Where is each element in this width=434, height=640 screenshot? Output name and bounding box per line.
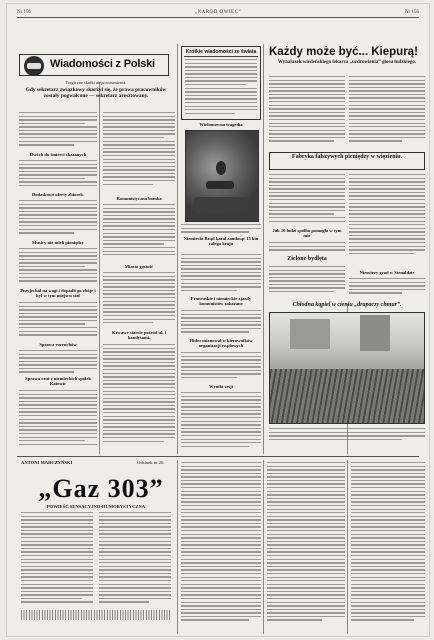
serial-author: ANTONI MARCZYŃSKI — [21, 460, 73, 465]
article-text — [103, 112, 175, 187]
section-heading: Nieostrzy grad w Stenaldzie — [359, 270, 415, 275]
column-4b-body — [349, 174, 425, 299]
column-1-body — [19, 112, 97, 452]
article-text — [349, 174, 425, 256]
column-rule — [347, 460, 348, 634]
article-text — [19, 160, 97, 189]
newspaper-page — [6, 3, 430, 637]
article-text — [269, 76, 345, 144]
section-heading: Jak 10 ludzi spółka pomogła w tym mie — [272, 228, 342, 239]
kiepura-text-left — [269, 76, 345, 150]
lead-story-headline: Gdy sekretarz związkowy skarżył się, że prawa pracowników zostały pogwałcone — sekretarz aresztowany. — [25, 87, 167, 100]
serial-col-4 — [267, 462, 345, 634]
print-border-strip — [21, 610, 171, 620]
section-divider — [17, 456, 419, 457]
article-text — [19, 112, 97, 148]
world-news-box — [181, 46, 261, 120]
article-text — [21, 512, 93, 605]
article-text — [269, 266, 345, 295]
column-3-body — [181, 224, 261, 454]
article-text — [19, 350, 97, 375]
column-rule — [263, 44, 264, 454]
column-rule — [177, 44, 178, 454]
lead-story-kicker: Tragiczne skutki nieporozumienia. — [65, 80, 127, 85]
serial-col-1 — [21, 512, 93, 608]
photo-caption: Wielomowna tragedia — [199, 122, 243, 127]
section-heading: Wyniki sesji — [209, 384, 233, 389]
article-text — [103, 204, 175, 258]
counterfeit-box — [269, 152, 425, 170]
section-heading: Zielone bydlęta — [287, 256, 327, 262]
beach-photo — [269, 312, 425, 424]
article-text — [19, 248, 97, 284]
article-text — [19, 200, 97, 236]
kiepura-headline: Każdy może być... Kiepurą! — [269, 46, 418, 58]
section-heading: Sprawa rzut z niemieckich spółek Katowic — [25, 376, 91, 387]
section-heading: Przyjechał na wagi i dopadli go zbóje i był w tym miejscu stał — [20, 288, 96, 299]
counterfeit-headline: Fabryka fałszywych pieniędzy w więzieniu. — [291, 154, 403, 160]
section-heading: Sprawa rozruchów — [39, 342, 77, 347]
running-header — [17, 8, 419, 18]
beach-photo-caption — [269, 428, 425, 442]
map-emblem-icon — [24, 56, 44, 76]
section-heading: Niemiecki Rząd kazał zamknąć 15 kin całego kraju — [183, 236, 259, 247]
world-news-title: Krótkie wiadomości ze świata — [185, 49, 257, 55]
article-text — [185, 59, 257, 116]
article-text — [181, 310, 261, 335]
article-text — [351, 462, 425, 623]
article-text — [269, 242, 345, 253]
section-heading: Komunistyczna bomba — [116, 196, 162, 201]
column-rule — [177, 460, 178, 634]
serial-episode: Odcinek nr 20. — [137, 460, 165, 465]
header-page-number-left: Nr 156 — [17, 10, 32, 15]
article-text — [269, 174, 345, 224]
section-heading: Dwóch do śmierci skazanych — [29, 152, 87, 157]
masthead-title: Wiadomości z Polski — [50, 58, 155, 70]
kiepura-subhead: Wynalazek wiedeńskiego lekarza „uzdrowienia” głosu ludzkiego. — [277, 60, 417, 65]
serial-subtitle: POWIEŚĆ SENSACYJNO-HUMORYSTYCZNA — [46, 504, 146, 509]
article-text — [19, 302, 97, 338]
section-heading: Musicy nie mieli pieniędzy — [32, 240, 84, 245]
section-heading: Miasto gęstość — [124, 264, 154, 269]
article-text — [181, 392, 261, 449]
article-text — [103, 272, 175, 326]
serial-col-2 — [99, 512, 171, 608]
column-rule — [263, 460, 264, 634]
article-text — [181, 462, 261, 623]
beach-photo-title: Chłodna kąpiel w cieniu „drapaczy chmur”. — [292, 302, 402, 308]
serial-col-5 — [351, 462, 425, 634]
section-heading: Krwawe starcie pośród ul. i bandytami. — [112, 330, 166, 341]
header-newspaper-name: „NAROD OWIEC” — [194, 10, 242, 15]
photo-subtext — [181, 224, 261, 235]
header-page-number-right: Nr 156 — [404, 10, 419, 15]
article-text — [103, 344, 175, 444]
article-text — [181, 254, 261, 293]
section-heading: Dodatkowe oferty zbiorek. — [31, 192, 85, 197]
article-text — [99, 512, 171, 605]
section-masthead — [19, 54, 169, 76]
news-photo — [185, 130, 259, 222]
serial-title: „Gaz 303” — [38, 474, 164, 503]
section-heading: Hitler mianował w kierowników organizacji rządowych — [189, 338, 253, 349]
article-text — [349, 76, 425, 144]
article-text — [267, 462, 345, 623]
article-text — [19, 390, 97, 447]
kiepura-text-right — [349, 76, 425, 150]
column-4a-body — [269, 174, 345, 299]
article-text — [181, 352, 261, 381]
serial-col-3 — [181, 462, 261, 634]
article-text — [349, 278, 425, 296]
section-heading: Francuskie i niemieckie zjazdy komunistów zakazane — [190, 296, 252, 307]
column-2-body — [103, 112, 175, 452]
